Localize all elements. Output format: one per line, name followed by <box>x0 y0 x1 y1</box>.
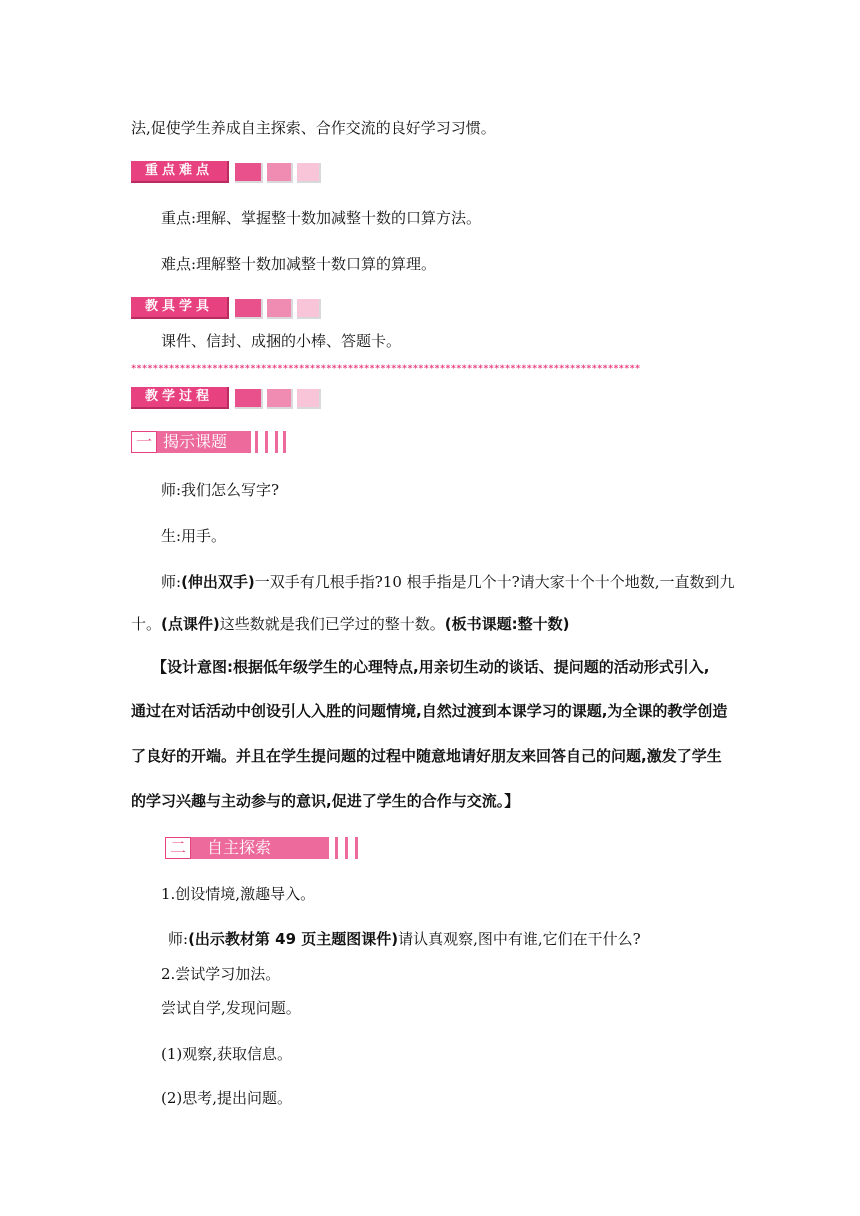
step-2-text: 2.尝试学习加法。 <box>161 965 281 983</box>
banner-stripe <box>275 431 278 453</box>
decor-square <box>235 389 261 407</box>
text-segment: 这些数就是我们已学过的整十数。 <box>219 615 445 633</box>
decor-square <box>267 389 291 407</box>
text-bold-segment: (出示教材第 49 页主题图课件) <box>188 930 399 948</box>
decor-square <box>297 299 319 317</box>
text-bold-segment: (板书课题:整十数) <box>444 615 570 633</box>
banner-stripe <box>355 837 358 859</box>
banner-number: 二 <box>165 837 191 859</box>
section-header-label: 教具学具 <box>131 297 229 319</box>
decor-square <box>297 163 319 181</box>
design-intent-line1: 【设计意图:根据低年级学生的心理特点,用亲切生动的谈话、提问题的活动形式引入, <box>152 658 710 676</box>
difficult-point-text: 难点:理解整十数加减整十数口算的算理。 <box>161 255 437 273</box>
decor-square <box>267 163 291 181</box>
decor-square <box>297 389 319 407</box>
list-item-observe: (1)观察,获取信息。 <box>161 1045 293 1063</box>
banner-number: 一 <box>131 431 157 453</box>
text-segment: 十。 <box>131 615 162 633</box>
key-point-text: 重点:理解、掌握整十数加减整十数的口算方法。 <box>161 209 482 227</box>
list-item-think: (2)思考,提出问题。 <box>161 1089 293 1107</box>
section-header-tools <box>131 297 321 319</box>
design-intent-line2: 通过在对话活动中创设引人入胜的问题情境,自然过渡到本课学习的课题,为全课的教学创造 <box>131 702 728 720</box>
tools-text: 课件、信封、成捆的小棒、答题卡。 <box>161 332 402 350</box>
paragraph-intro-continued: 法,促使学生养成自主探索、合作交流的良好学习习惯。 <box>131 119 496 137</box>
step-2a-text: 尝试自学,发现问题。 <box>161 999 301 1017</box>
text-segment: 一双手有几根手指?10 根手指是几个十?请大家十个十个地数,一直数到九 <box>254 573 735 591</box>
design-intent-line4: 的学习兴趣与主动参与的意识,促进了学生的合作与交流。】 <box>131 792 520 810</box>
dialogue-teacher-2-line1 <box>161 572 735 592</box>
banner-stripe <box>265 431 268 453</box>
dialogue-teacher-2-line2 <box>131 614 569 634</box>
section-banner-self-explore <box>165 837 365 859</box>
section-header-key-difficult <box>131 161 321 183</box>
dialogue-teacher-1: 师:我们怎么写字? <box>161 481 280 499</box>
dialogue-teacher-3 <box>168 929 641 949</box>
star-divider: ********************************************************************************************** <box>131 364 641 374</box>
banner-stripe <box>201 837 204 859</box>
decor-square <box>235 299 261 317</box>
banner-stripe <box>255 431 258 453</box>
dialogue-student-1: 生:用手。 <box>161 527 227 545</box>
text-bold-segment: (伸出双手) <box>181 573 255 591</box>
design-intent-line3: 了良好的开端。并且在学生提问题的过程中随意地请好朋友来回答自己的问题,激发了学生 <box>131 747 722 765</box>
banner-stripe <box>345 837 348 859</box>
section-header-label: 教学过程 <box>131 387 229 409</box>
banner-title: 揭示课题 <box>163 432 228 451</box>
text-segment: 请认真观察,图中有谁,它们在干什么? <box>398 930 641 948</box>
text-segment: 师: <box>168 930 189 948</box>
text-bold-segment: (点课件) <box>161 615 220 633</box>
section-banner-reveal-topic <box>131 431 291 453</box>
text-segment: 师: <box>161 573 182 591</box>
banner-title: 自主探索 <box>207 838 272 857</box>
decor-square <box>235 163 261 181</box>
banner-stripe <box>283 431 286 453</box>
section-header-label: 重点难点 <box>131 161 229 183</box>
section-header-process <box>131 387 321 409</box>
decor-square <box>267 299 291 317</box>
banner-stripe <box>335 837 338 859</box>
step-1-text: 1.创设情境,激趣导入。 <box>161 885 316 903</box>
